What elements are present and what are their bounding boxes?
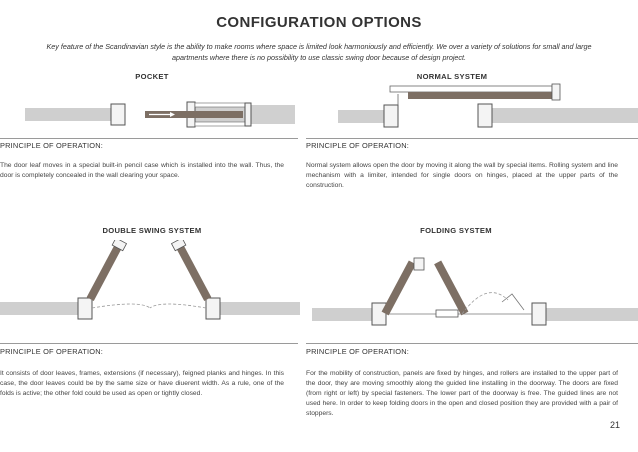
folding-divider: [306, 343, 638, 344]
page-number: 21: [609, 420, 620, 430]
normal-principle-label: PRINCIPLE OF OPERATION:: [306, 141, 410, 150]
pocket-divider: [0, 138, 298, 139]
double-swing-title: DOUBLE SWING SYSTEM: [102, 226, 202, 235]
page-title: CONFIGURATION OPTIONS: [216, 14, 422, 31]
normal-divider: [306, 138, 638, 139]
folding-title: FOLDING SYSTEM: [420, 226, 492, 235]
folding-diagram: [312, 240, 638, 340]
pocket-diagram: [25, 86, 295, 136]
pocket-principle-label: PRINCIPLE OF OPERATION:: [0, 141, 104, 150]
intro-text: Key feature of the Scandinavian style is the ability to make rooms where space is limited look harmoniously and efficiently. We over a variety of solutions for small and large apartments where there is no possibility to use classic swing door because of design project.: [46, 42, 592, 62]
double-swing-description: It consists of door leaves, frames, extensions (if necessary), feigned planks and hinges. In this case, the door leaves could be by the same size or have diuerent width. As a rule, one of the folds is active; the other fold could be used as open or tightly closed.: [0, 370, 284, 397]
normal-diagram: [338, 82, 638, 138]
normal-title: NORMAL SYSTEM: [416, 72, 488, 81]
double-swing-principle-label: PRINCIPLE OF OPERATION:: [0, 347, 104, 356]
pocket-description: The door leaf moves in a special built-in pencil case which is installed into the wall. Thus, the door is completely concealed in the wall clearing your space.: [0, 162, 284, 179]
folding-description: For the mobility of construction, panels are fixed by hinges, and rollers are installed to the upper part of the door, they are moving smoothly along the guided line installing in the doorway. The doors are fixed (from right or left) by special fasteners. The lower part of the doorway is free. The guided lines are not used here. In order to keep folding doors in the open and closed position they are provided with a pair of stoppers.: [306, 370, 618, 417]
pocket-title: POCKET: [135, 72, 169, 81]
folding-principle-label: PRINCIPLE OF OPERATION:: [306, 347, 410, 356]
normal-description: Normal system allows open the door by moving it along the wall by special items. Rolling system and line mechanism with a limiter, intended for single doors on hinges, placed at the upper parts of the construction.: [306, 162, 618, 189]
double-swing-diagram: [0, 240, 300, 340]
double-swing-divider: [0, 343, 298, 344]
